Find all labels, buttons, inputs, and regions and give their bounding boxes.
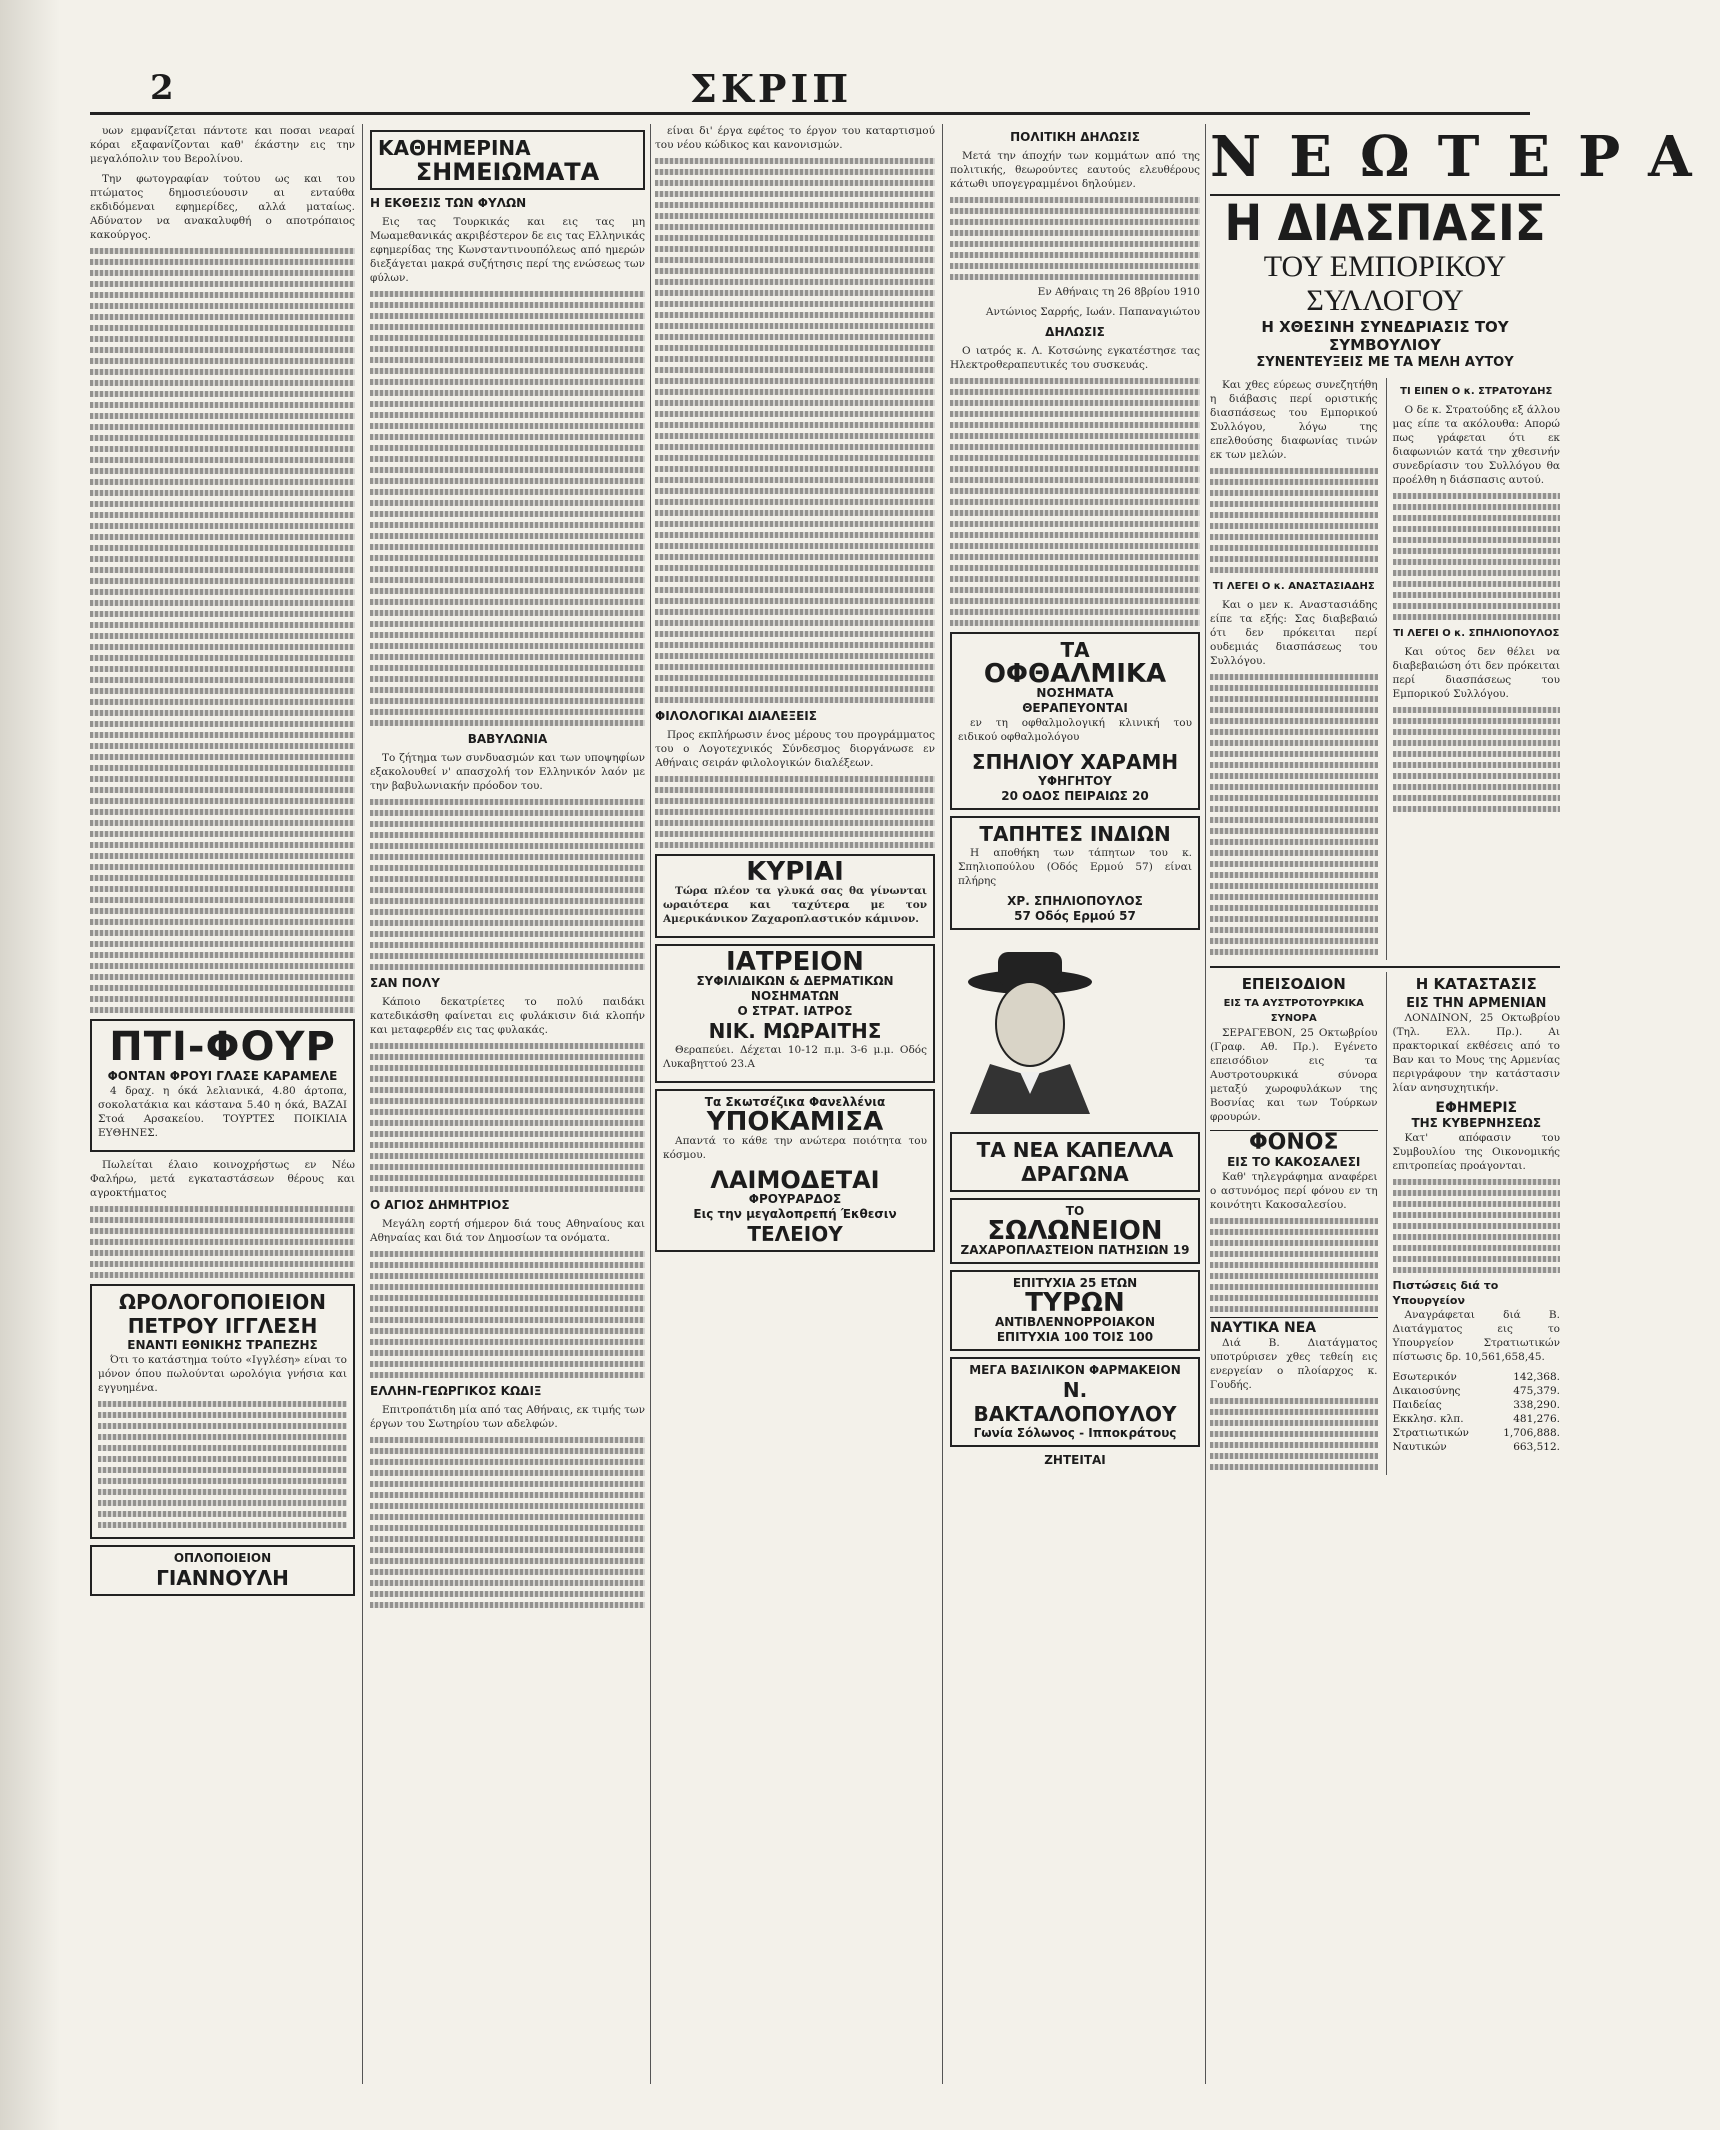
ad-clinic: [655, 944, 935, 1083]
budget-value: 142,368.: [1513, 1371, 1560, 1383]
section-header: ΣΗΜΕΙΩΜΑΤΑ: [415, 158, 600, 186]
budget-row: [1393, 1412, 1561, 1426]
article-heading: ΝΑΥΤΙΚΑ ΝΕΑ: [1210, 1317, 1378, 1336]
signature-date: Εν Αθήναις τη 26 8βρίου 1910: [1037, 286, 1200, 298]
budget-label: Στρατιωτικών: [1392, 1427, 1469, 1439]
article-text-block: [655, 158, 935, 703]
main-headline: Η ΔΙΑΣΠΑΣΙΣ: [1224, 194, 1546, 252]
man-portrait-illustration: [950, 944, 1110, 1114]
article-heading: Η ΕΚΘΕΣΙΣ ΤΩΝ ΦΥΛΩΝ: [370, 196, 527, 210]
article-subheading: ΕΙΣ ΤΟ ΚΑΚΟΣΑΛΕΣΙ: [1227, 1155, 1361, 1169]
article-heading: Πιστώσεις διά το Υπουργείον: [1392, 1279, 1499, 1307]
ad-name: ΣΠΗΛΙΟΥ ΧΑΡΑΜΗ: [971, 750, 1179, 774]
article-heading: ΤΙ ΛΕΓΕΙ Ο κ. ΑΝΑΣΤΑΣΙΑΔΗΣ: [1212, 581, 1375, 592]
article-text: Μετά την άποχήν των κομμάτων από της πολιτικής, θεωρούντες εαυτούς ελευθέρους κάτωθι υπογεγραμμένοι δηλούμεν.: [950, 150, 1200, 190]
article-text-block: [950, 197, 1200, 280]
budget-value: 1,706,888.: [1503, 1427, 1560, 1439]
budget-row: [1393, 1426, 1561, 1440]
subheadline: Η ΧΘΕΣΙΝΗ ΣΥΝΕΔΡΙΑΣΙΣ ΤΟΥ ΣΥΜΒΟΥΛΙΟΥ: [1261, 318, 1509, 354]
news-left: [1210, 378, 1378, 960]
article-text: Μεγάλη εορτή σήμερον διά τους Αθηναίους και Αθηναίας και διά τον Δημοσίων τα ονόματα.: [370, 1218, 645, 1244]
article-text: Το ζήτημα των συνδυασμών και των υποψηφίων εξακολουθεί ν' απασχολή τον Ελληνικόν λαόν με την βαβυλωνιακήν πρόοδον του.: [370, 752, 645, 792]
ad-title: ΤΥΡΩΝ: [1025, 1288, 1125, 1318]
budget-value: 475,379.: [1513, 1385, 1560, 1397]
article-text: Καθ' τηλεγράφημα αναφέρει ο αστυνόμος περί φόνου εν τη κοινότητι Κακοσαλεσίου.: [1210, 1171, 1378, 1211]
article-text: Επιτροπάτιδη μία από τας Αθήναις, εκ τιμής των έργων του Σωτηρίου των αδελφών.: [370, 1404, 645, 1430]
ad-title: ΣΩΛΩΝΕΙΟΝ: [987, 1216, 1163, 1246]
news-right-lower: [1386, 972, 1561, 1475]
ad-text: Θεραπεύει. Δέχεται 10-12 π.μ. 3-6 μ.μ. Οδός Λυκαβηττού 23.Α: [663, 1044, 927, 1070]
ad-name: Ν. ΒΑΚΤΑΛΟΠΟΥΛΟΥ: [973, 1378, 1177, 1426]
column-rule: [362, 124, 363, 2084]
article-text: Κατ' απόφασιν του Συμβουλίου της Οικονομικής επιτροπείας προάγονται.: [1392, 1132, 1560, 1172]
ad-text-block: [98, 1401, 347, 1528]
ad-top: Τα Σκωτσέζικα Φανελλένια: [704, 1095, 886, 1109]
article-intro: υων εμφανίζεται πάντοτε και ποσαι νεαραί κόραι εξαφανίζονται καθ' έκάστην εις την μεγαλόπολιν του Βερολίνου.: [90, 125, 355, 165]
ad-subtitle: ΔΡΑΓΩΝΑ: [1021, 1162, 1129, 1186]
column-1: [90, 124, 355, 2084]
article-heading: Ο ΑΓΙΟΣ ΔΗΜΗΤΡΙΟΣ: [370, 1198, 510, 1212]
article-heading: ΦΙΛΟΛΟΓΙΚΑΙ ΔΙΑΛΕΞΕΙΣ: [655, 709, 817, 723]
article-text: Και χθες εύρεως συνεζητήθη η διάβασις περί οριστικής διασπάσεως του Εμπορικού Συλλόγου, λόγω της επελθούσης διαφωνίας τινών εκ των μελών.: [1210, 379, 1378, 461]
article-heading: ΣΑΝ ΠΟΛΥ: [370, 976, 440, 990]
news-left-lower: [1210, 972, 1378, 1475]
article-text: ΣΕΡΑΓΕΒΟΝ, 25 Οκτωβρίου (Γραφ. Αθ. Πρ.). Εγένετο επεισόδιον εις τα Αυστροτουρκικά σύνορα μεταξύ χωροφυλάκων της Βοσνίας και των Τούρκων φρουρών.: [1210, 1027, 1378, 1123]
ad-title: ΟΠΛΟΠΟΙΕΙΟΝ: [173, 1551, 272, 1565]
ad-subtitle: ΓΙΑΝΝΟΥΛΗ: [156, 1566, 289, 1590]
ad-subtitle: ΑΝΤΙΒΛΕΝΝΟΡΡΟΙΑΚΟΝ: [995, 1315, 1155, 1329]
article-heading: ΕΛΛΗΝ-ΓΕΩΡΓΙΚΟΣ ΚΩΔΙΞ: [370, 1384, 542, 1398]
article-body: Την φωτογραφίαν τούτου ως και του πτώματος δημοσιεύουσιν αι ενταύθα εκδιδόμεναι εφημερίδες, αλλά ματαίως. Αδύνατον να ανακαλυφθή ο αποτρόπαιος κακούργος.: [90, 173, 355, 241]
article-text-block: [1210, 1218, 1378, 1312]
ad-name: ΧΡ. ΣΠΗΛΙΟΠΟΥΛΟΣ: [1007, 894, 1143, 908]
column-rule: [942, 124, 943, 2084]
news-columns: [1210, 378, 1560, 960]
ad-ptifour: [90, 1019, 355, 1152]
ad-subtitle: ΦΡΟΥΡΑΡΔΟΣ: [748, 1192, 842, 1206]
article-heading: ΤΙ ΛΕΓΕΙ Ο κ. ΣΠΗΛΙΟΠΟΥΛΟΣ: [1393, 628, 1560, 639]
budget-value: 481,276.: [1513, 1413, 1560, 1425]
article-text: Διά Β. Διατάγματος υποτρύρισεν χθες τεθείη εις ενεργείαν ο πλοίαρχος κ. Γουδής.: [1210, 1337, 1378, 1391]
news-right: [1386, 378, 1561, 960]
budget-label: Εκκλησ. κλπ.: [1392, 1413, 1464, 1425]
ad-text: Ότι το κατάστημα τούτο «Ιγγλέση» είναι το μόνον όπου πωλούνται ωρολόγια γνήσια και εγγυημένα.: [98, 1354, 347, 1394]
column-rule: [1205, 124, 1206, 2084]
article-subheading: ΕΙΣ ΤΗΝ ΑΡΜΕΝΙΑΝ: [1406, 996, 1547, 1011]
article-text: Εις τας Τουρκικάς και εις τας μη Μωαμεθανικάς ακριβέστερον δε εις τας Ελληνικάς εφημερίδας της Κωνσταντινουπόλεως από ημερών διεξάγεται μακρά συζήτησις περί της ενώσεως των φύλων.: [370, 216, 645, 284]
article-text-block: [370, 1437, 645, 1608]
article-text-block: [1393, 1179, 1561, 1273]
ad-label: ΕΠΙΤΥΧΙΑ 25 ΕΤΩΝ: [1012, 1276, 1138, 1290]
sale-notice: Πωλείται έλαιο κοινοχρήστως εν Νέω Φαλήρω, μετά εγκαταστάσεων θέρους και αγροκτήματος: [90, 1159, 355, 1199]
article-text: Προς εκπλήρωσιν ένος μέρους του προγράμματος του ο Λογοτεχνικός Σύνδεσμος διοργάνωσε εν Αθήναις σειράν φιλολογικών διαλέξεων.: [655, 729, 935, 769]
ad-title-2: ΛΑΙΜΟΔΕΤΑΙ: [710, 1166, 880, 1194]
budget-label: Δικαιοσύνης: [1392, 1385, 1461, 1397]
article-heading: ΤΙ ΕΙΠΕΝ Ο κ. ΣΤΡΑΤΟΥΔΗΣ: [1400, 386, 1553, 397]
ad-subtitle: ΦΟΝΤΑΝ ΦΡΟΥΙ ΓΛΑΣΕ ΚΑΡΑΜΕΛΕ: [107, 1069, 338, 1083]
ad-shirts: [655, 1089, 935, 1252]
article-text: Ο ιατρός κ. Λ. Κοτσώνης εγκατέστησε τας Ηλεκτροθεραπευτικές του συσκευάς.: [950, 345, 1200, 371]
ad-subtitle: ΖΑΧΑΡΟΠΛΑΣΤΕΙΟΝ ΠΑΤΗΣΙΩΝ 19: [960, 1243, 1190, 1257]
notice-text-block: [90, 1206, 355, 1278]
ad-text: Απαντά το κάθε την ανώτερα ποιότητα του κόσμου.: [663, 1135, 927, 1161]
article-text: Κάποιο δεκατρίετες το πολύ παιδάκι κατεδικάσθη φαίνεται εις φυλάκισιν διά κλοπήν και μεταφερθέν εις τας φυλακάς.: [370, 996, 645, 1036]
ad-kyriai: [655, 854, 935, 938]
ad-address: 57 Οδός Ερμού 57: [1014, 909, 1136, 923]
budget-row: [1393, 1440, 1561, 1454]
budget-label: Παιδείας: [1392, 1399, 1442, 1411]
article-text: Ο δε κ. Στρατούδης εξ άλλου μας είπε τα ακόλουθα: Απορώ πως γράφεται ότι εκ διαφωνιών κατά την χθεσινήν συνεδρίασιν του Συλλόγου θα προέλθη η διάσπασις αυτού.: [1392, 404, 1560, 486]
article-heading: ΠΟΛΙΤΙΚΗ ΔΗΛΩΣΙΣ: [1010, 130, 1140, 144]
ad-prefix: ΤΟ: [1065, 1204, 1085, 1218]
article-text-block: [370, 799, 645, 970]
budget-row: [1393, 1398, 1561, 1412]
article-text-block: [370, 1251, 645, 1378]
ad-name-2: ΥΦΗΓΗΤΟΥ: [1038, 774, 1112, 788]
article-text-block: [370, 291, 645, 726]
column-4: [950, 124, 1200, 2084]
article-subheading: ΕΙΣ ΤΑ ΑΥΣΤΡΟΤΟΥΡΚΙΚΑ ΣΥΝΟΡΑ: [1223, 998, 1364, 1024]
page-fold-shadow: [0, 0, 60, 2130]
article-heading: ΕΠΕΙΣΟΔΙΟΝ: [1241, 975, 1346, 993]
ad-carpets: [950, 816, 1200, 930]
ad-text: Τώρα πλέον τα γλυκά σας θα γίνωνται ωραιότερα και ταχύτερα με τον Αμερικάνικον Ζαχαροπλαστικόν κάμινον.: [663, 885, 927, 925]
column-3: [655, 124, 935, 2084]
article-text-block: [1393, 493, 1561, 620]
ad-title: ΤΑΠΗΤΕΣ ΙΝΔΙΩΝ: [979, 822, 1171, 846]
main-headline-2: ΤΟΥ ΕΜΠΟΡΙΚΟΥ ΣΥΛΛΟΓΟΥ: [1263, 250, 1507, 317]
article-text-block: [1393, 707, 1561, 812]
signers: Αντώνιος Σαρρής, Ιωάν. Παπαναγιώτου: [985, 306, 1200, 318]
ad-name: ΤΕΛΕΙΟΥ: [747, 1222, 843, 1246]
budget-row: [1393, 1384, 1561, 1398]
article-heading: ΔΗΛΩΣΙΣ: [1045, 325, 1105, 339]
ad-title-2: ΟΦΘΑΛΜΙΚΑ: [983, 659, 1167, 689]
ad-line: Ο ΣΤΡΑΤ. ΙΑΤΡΟΣ: [737, 1004, 853, 1018]
paper-name: ΣΚΡΙΠ: [690, 66, 853, 111]
section-kicker: ΝΕΩΤΕΡΑ: [1210, 124, 1560, 196]
ad-title: ΤΑ: [1060, 638, 1090, 662]
ad-address: Γωνία Σόλωνος - Ιπποκράτους: [973, 1426, 1177, 1440]
masthead: [90, 60, 1530, 115]
ad-title: ΠΤΙ-ΦΟΥΡ: [109, 1024, 336, 1070]
article-subheading: ΤΗΣ ΚΥΒΕΡΝΗΣΕΩΣ: [1411, 1116, 1542, 1130]
ad-text: εν τη οφθαλμολογική κλινική του ειδικού οφθαλμολόγου: [958, 717, 1192, 743]
ad-line: Εις την μεγαλοπρεπή Έκθεσιν: [693, 1207, 897, 1221]
ad-title: ΩΡΟΛΟΓΟΠΟΙΕΙΟΝ: [119, 1290, 326, 1314]
article-heading: Η ΚΑΤΑΣΤΑΣΙΣ: [1415, 975, 1537, 993]
ad-line: ΘΕΡΑΠΕΥΟΝΤΑΙ: [1022, 701, 1128, 715]
subheadline-2: ΣΥΝΕΝΤΕΥΞΕΙΣ ΜΕ ΤΑ ΜΕΛΗ ΑΥΤΟΥ: [1256, 355, 1514, 370]
column-5: [1210, 124, 1720, 2084]
article-heading: ΦΟΝΟΣ: [1210, 1130, 1378, 1155]
budget-row: [1393, 1370, 1561, 1384]
ad-gunsmith: [90, 1545, 355, 1596]
ad-title: ΥΠΟΚΑΜΙΣΑ: [706, 1107, 884, 1137]
column-rule: [650, 124, 651, 2084]
ad-name: ΝΙΚ. ΜΩΡΑΙΤΗΣ: [708, 1019, 882, 1043]
article-text: Αναγράφεται διά Β. Διατάγματος εις το Υπουργείον Στρατιωτικών πίστωσις δρ. 10,561,658,45.: [1392, 1309, 1560, 1363]
ad-label-2: ΕΠΙΤΥΧΙΑ 100 ΤΟΙΣ 100: [996, 1330, 1154, 1344]
ad-line: ΕΝΑΝΤΙ ΕΘΝΙΚΗΣ ΤΡΑΠΕΖΗΣ: [127, 1338, 318, 1352]
ad-subtitle: ΣΥΦΙΛΙΔΙΚΩΝ & ΔΕΡΜΑΤΙΚΩΝ ΝΟΣΗΜΑΤΩΝ: [696, 974, 894, 1003]
section-header: ΚΑΘΗΜΕΡΙΝΑ: [378, 136, 531, 160]
article-text-block: [1210, 1398, 1378, 1470]
article-text-block: [1210, 674, 1378, 955]
article-text-block: [1210, 468, 1378, 573]
article-text: είναι δι' έργα εφέτος το έργον του καταρτισμού του νέου κώδικος και κανονισμών.: [655, 125, 935, 151]
article-text: Και ούτος δεν θέλει να διαβεβαιώση ότι δεν πρόκειται περί διασπάσεως του Εμπορικού Συλλόγου.: [1392, 646, 1560, 700]
ad-watchmaker: [90, 1284, 355, 1539]
article-text-block: [90, 248, 355, 1013]
budget-table: [1393, 1370, 1561, 1454]
ad-solon: [950, 1198, 1200, 1264]
article-heading: ΕΦΗΜΕΡΙΣ: [1435, 1100, 1518, 1116]
newspaper-page: [90, 40, 1720, 2100]
ad-eye-clinic: [950, 632, 1200, 810]
ad-subtitle: ΠΕΤΡΟΥ ΙΓΓΛΕΣΗ: [127, 1314, 318, 1338]
ad-title: ΤΑ ΝΕΑ ΚΑΠΕΛΛΑ: [976, 1138, 1174, 1162]
budget-value: 338,290.: [1513, 1399, 1560, 1411]
article-heading: ΒΑΒΥΛΩΝΙΑ: [467, 732, 548, 746]
ad-title: ΜΕΓΑ ΒΑΣΙΛΙΚΟΝ ΦΑΡΜΑΚΕΙΟΝ: [969, 1363, 1181, 1377]
section-header-box: [370, 130, 645, 190]
article-text-block: [655, 776, 935, 848]
article-text: Και ο μεν κ. Αναστασιάδης είπε τα εξής: Σας διαβεβαιώ ότι δεν πρόκειται περί ουδεμιάς διασπάσεως του Συλλόγου.: [1210, 599, 1378, 667]
ad-tyron: [950, 1270, 1200, 1351]
ad-text: 4 δραχ. η όκά λελιανικά, 4.80 άρτοπα, σοκολατάκια και κάστανα 5.40 η όκά, ΒΑΖΑΙ Στοά Αρσακείου. ΤΟΥΡΤΕΣ ΠΟΙΚΙΛΙΑ ΕΥΘΗΝΕΣ.: [98, 1085, 347, 1139]
ad-title: ΚΥΡΙΑΙ: [746, 857, 844, 887]
article-text-block: [950, 378, 1200, 626]
page-number: 2: [150, 68, 174, 108]
ad-subtitle: ΝΟΣΗΜΑΤΑ: [1036, 686, 1114, 700]
budget-value: 663,512.: [1513, 1441, 1560, 1453]
news-columns-lower: [1210, 966, 1560, 1475]
budget-label: Ναυτικών: [1392, 1441, 1447, 1453]
column-2: [370, 124, 645, 2084]
ad-pharmacy: [950, 1357, 1200, 1447]
article-text: ΛΟΝΔΙΝΟΝ, 25 Οκτωβρίου (Τηλ. Ελλ. Πρ.). Αι πρακτορικαί εκθέσεις από το Βαν και το Μους της Αρμενίας περιγράφουν την κατάστασιν λίαν ανησυχητικήν.: [1392, 1012, 1560, 1094]
ad-title: ΙΑΤΡΕΙΟΝ: [726, 947, 864, 977]
ad-address: 20 ΟΔΟΣ ΠΕΙΡΑΙΩΣ 20: [1001, 789, 1149, 803]
ad-text: Η αποθήκη των τάπητων του κ. Σπηλιοπούλου (Οδός Ερμού 57) είναι πλήρης: [958, 847, 1192, 887]
budget-label: Εσωτερικόν: [1392, 1371, 1457, 1383]
ad-wanted: ΖΗΤΕΙΤΑΙ: [1044, 1453, 1106, 1467]
ad-hats: [950, 1132, 1200, 1192]
article-text-block: [370, 1043, 645, 1192]
